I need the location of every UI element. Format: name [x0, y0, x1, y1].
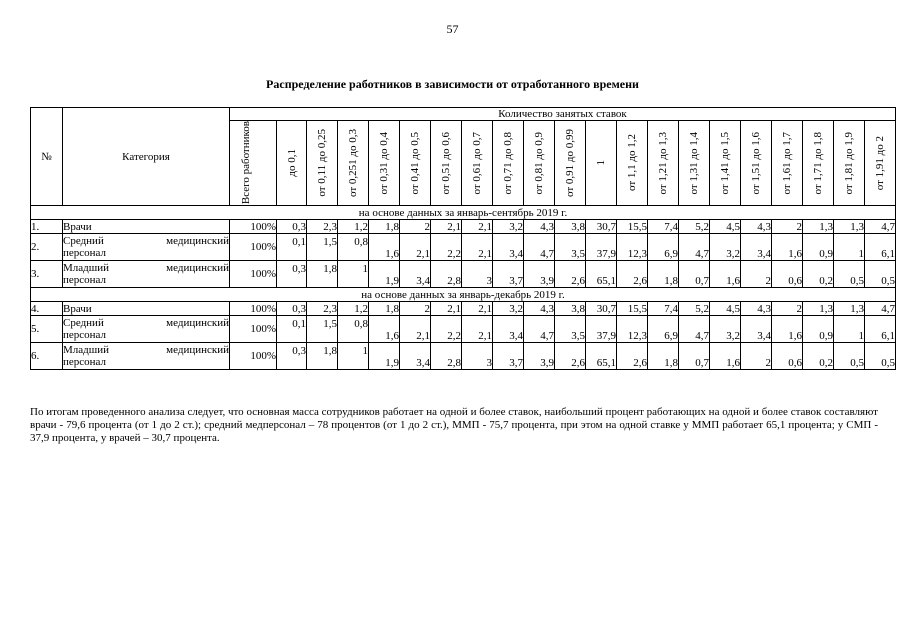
row-value: 1,6 [369, 316, 400, 343]
row-value: 3 [462, 261, 493, 288]
row-value: 2,3 [307, 302, 338, 316]
row-value: 0,2 [803, 261, 834, 288]
row-value: 3,8 [555, 220, 586, 234]
header-range [307, 121, 338, 206]
row-value: 3,7 [493, 261, 524, 288]
row-value: 2 [772, 220, 803, 234]
row-value: 4,7 [524, 316, 555, 343]
table-row [31, 302, 896, 316]
row-category [63, 302, 230, 316]
row-value: 3,4 [741, 316, 772, 343]
row-value: 3,4 [400, 343, 431, 370]
row-value: 15,5 [617, 302, 648, 316]
row-value: 2 [772, 302, 803, 316]
header-range-label: от 1,1 до 1,2 [626, 134, 638, 192]
row-value: 1,3 [803, 220, 834, 234]
row-value: 0,3 [277, 302, 307, 316]
table-row [31, 343, 896, 370]
header-range-label: от 1,41 до 1,5 [719, 131, 731, 195]
row-value: 0,2 [803, 343, 834, 370]
row-value: 0,9 [803, 234, 834, 261]
row-value: 0,7 [679, 343, 710, 370]
row-value: 2,1 [462, 234, 493, 261]
row-value: 3,5 [555, 234, 586, 261]
row-category [63, 261, 230, 288]
row-value: 3,2 [710, 316, 741, 343]
row-value: 4,3 [741, 302, 772, 316]
header-range-label: от 1,51 до 1,6 [750, 131, 762, 195]
header-range [741, 121, 772, 206]
row-value: 0,1 [277, 316, 307, 343]
header-number: № [31, 108, 63, 206]
row-value: 2,1 [462, 302, 493, 316]
header-range [277, 121, 307, 206]
row-value: 0,6 [772, 343, 803, 370]
row-value: 0,3 [277, 261, 307, 288]
header-range [462, 121, 493, 206]
row-value: 5,2 [679, 302, 710, 316]
header-range [648, 121, 679, 206]
row-value: 65,1 [586, 261, 617, 288]
header-range-label: от 0,11 до 0,25 [316, 129, 328, 197]
row-value: 2,1 [462, 316, 493, 343]
category-line: персонал [63, 356, 107, 368]
row-value: 7,4 [648, 302, 679, 316]
header-range-label: от 1,91 до 2 [874, 135, 886, 191]
row-value: 3,4 [493, 316, 524, 343]
section-row [31, 288, 896, 302]
section-caption: на основе данных за январь-декабрь 2019 г. [31, 288, 896, 302]
header-range [865, 121, 896, 206]
row-value: 2,2 [431, 234, 462, 261]
row-value: 3,5 [555, 316, 586, 343]
header-range [555, 121, 586, 206]
header-category: Категория [63, 108, 230, 206]
row-value: 1,9 [369, 343, 400, 370]
row-value: 12,3 [617, 316, 648, 343]
row-value: 1,8 [648, 261, 679, 288]
header-range [679, 121, 710, 206]
row-value: 4,7 [524, 234, 555, 261]
row-value: 1,5 [307, 316, 338, 343]
header-range [586, 121, 617, 206]
row-value: 0,5 [834, 343, 865, 370]
row-value: 0,8 [338, 316, 369, 343]
row-value: 1,2 [338, 302, 369, 316]
row-value: 1 [834, 316, 865, 343]
row-value: 3,2 [493, 302, 524, 316]
section-row [31, 206, 896, 220]
row-value: 1,8 [648, 343, 679, 370]
row-value: 1,9 [369, 261, 400, 288]
row-value: 1,6 [710, 343, 741, 370]
row-value: 1,6 [772, 234, 803, 261]
row-value: 1,6 [369, 234, 400, 261]
header-range [431, 121, 462, 206]
row-value: 3,2 [493, 220, 524, 234]
row-value: 1,3 [834, 220, 865, 234]
row-value: 4,7 [865, 302, 896, 316]
row-value: 6,1 [865, 234, 896, 261]
row-number: 6. [31, 343, 63, 370]
header-range-label: от 0,81 до 0,9 [533, 131, 545, 195]
table-row [31, 220, 896, 234]
header-range [617, 121, 648, 206]
row-value: 2,6 [555, 261, 586, 288]
row-value: 4,7 [865, 220, 896, 234]
row-value: 2,8 [431, 261, 462, 288]
header-range [524, 121, 555, 206]
category-line: Младший медицинский [63, 344, 229, 356]
row-total: 100% [230, 302, 277, 316]
row-number: 4. [31, 302, 63, 316]
row-value: 3,9 [524, 343, 555, 370]
row-category [63, 220, 230, 234]
header-total-workers-label: Всего работников [240, 121, 252, 205]
category-line: Младший медицинский [63, 262, 229, 274]
row-value: 1,8 [307, 343, 338, 370]
section-caption: на основе данных за январь-сентябрь 2019 г. [31, 206, 896, 220]
header-range [710, 121, 741, 206]
page-number: 57 [446, 22, 459, 36]
row-value: 0,9 [803, 316, 834, 343]
row-value: 2,1 [400, 316, 431, 343]
row-value: 1,6 [772, 316, 803, 343]
row-value: 1 [338, 343, 369, 370]
row-value: 5,2 [679, 220, 710, 234]
row-value: 4,3 [524, 220, 555, 234]
row-value: 2,3 [307, 220, 338, 234]
row-value: 2,6 [617, 343, 648, 370]
row-value: 2 [400, 220, 431, 234]
row-value: 3,7 [493, 343, 524, 370]
row-value: 0,5 [865, 343, 896, 370]
row-value: 2,6 [555, 343, 586, 370]
row-value: 4,5 [710, 302, 741, 316]
header-range-label: от 0,41 до 0,5 [409, 131, 421, 195]
row-value: 2,1 [400, 234, 431, 261]
row-value: 1,6 [710, 261, 741, 288]
row-value: 2,2 [431, 316, 462, 343]
row-value: 37,9 [586, 316, 617, 343]
summary-paragraph: По итогам проведенного анализа следует, что основная масса сотрудников работает на одной и более ставок, наибольший процент работающих на одной и более ставок составляют врачи - 79,6 процента (от 1 до 2 ст.); средний медперсонал – 78 процентов (от 1 до 2 ст.), ММП - 75,7 процента, при этом на одной ставке у ММП работает 65,1 процента; у СМП - 37,9 процента, у врачей – 30,7 процента. [30, 406, 878, 444]
row-value: 15,5 [617, 220, 648, 234]
header-range-label: от 0,31 до 0,4 [378, 131, 390, 195]
row-value: 2,6 [617, 261, 648, 288]
row-value: 2,8 [431, 343, 462, 370]
row-value: 7,4 [648, 220, 679, 234]
distribution-table [30, 107, 896, 370]
row-value: 0,6 [772, 261, 803, 288]
row-value: 1 [834, 234, 865, 261]
row-value: 1,2 [338, 220, 369, 234]
row-value: 0,3 [277, 343, 307, 370]
row-value: 30,7 [586, 220, 617, 234]
row-value: 1,8 [307, 261, 338, 288]
row-value: 1,8 [369, 220, 400, 234]
header-range-label: от 0,71 до 0,8 [502, 131, 514, 195]
row-value: 4,3 [741, 220, 772, 234]
row-value: 1,3 [834, 302, 865, 316]
row-value: 3,8 [555, 302, 586, 316]
header-range-label: до 0,1 [285, 149, 298, 177]
row-value: 1,8 [369, 302, 400, 316]
row-total: 100% [230, 234, 277, 261]
category-line: персонал [63, 274, 107, 286]
row-value: 3,2 [710, 234, 741, 261]
header-range-label: от 1,61 до 1,7 [781, 131, 793, 195]
row-value: 4,7 [679, 316, 710, 343]
header-range-label: от 0,251 до 0,3 [347, 128, 359, 197]
row-value: 2,1 [431, 302, 462, 316]
header-range [400, 121, 431, 206]
row-value: 37,9 [586, 234, 617, 261]
row-total: 100% [230, 343, 277, 370]
category-line: Средний медицинский [63, 235, 229, 247]
row-value: 4,3 [524, 302, 555, 316]
header-range-label: от 1,81 до 1,9 [843, 131, 855, 195]
header-range-label: от 0,51 до 0,6 [440, 131, 452, 195]
row-value: 3 [462, 343, 493, 370]
row-value: 1,3 [803, 302, 834, 316]
row-value: 4,7 [679, 234, 710, 261]
row-value: 2,1 [431, 220, 462, 234]
header-range [834, 121, 865, 206]
category-line: персонал [63, 329, 107, 341]
table-body [31, 206, 896, 370]
row-value: 2,1 [462, 220, 493, 234]
row-value: 0,3 [277, 220, 307, 234]
row-total: 100% [230, 316, 277, 343]
row-value: 0,5 [865, 261, 896, 288]
row-value: 30,7 [586, 302, 617, 316]
header-range-label: от 0,61 до 0,7 [471, 131, 483, 195]
row-total: 100% [230, 261, 277, 288]
row-value: 0,8 [338, 234, 369, 261]
row-value: 3,4 [741, 234, 772, 261]
row-value: 3,9 [524, 261, 555, 288]
category-line: Врачи [63, 302, 92, 315]
header-range [772, 121, 803, 206]
header-range [803, 121, 834, 206]
row-value: 65,1 [586, 343, 617, 370]
table-row [31, 261, 896, 288]
row-value: 1,5 [307, 234, 338, 261]
row-value: 12,3 [617, 234, 648, 261]
category-line: персонал [63, 247, 107, 259]
row-value: 0,1 [277, 234, 307, 261]
header-range [338, 121, 369, 206]
row-category [63, 343, 230, 370]
row-category [63, 316, 230, 343]
header-rates-group: Количество занятых ставок [230, 108, 896, 121]
header-range [369, 121, 400, 206]
row-total: 100% [230, 220, 277, 234]
row-value: 6,1 [865, 316, 896, 343]
row-value: 3,4 [400, 261, 431, 288]
row-value: 0,7 [679, 261, 710, 288]
category-line: Врачи [63, 220, 92, 233]
row-number: 3. [31, 261, 63, 288]
header-range-label: от 0,91 до 0,99 [564, 128, 576, 197]
row-value: 3,4 [493, 234, 524, 261]
row-value: 2 [400, 302, 431, 316]
row-category [63, 234, 230, 261]
category-line: Средний медицинский [63, 317, 229, 329]
header-range-label: от 1,71 до 1,8 [812, 131, 824, 195]
row-value: 6,9 [648, 316, 679, 343]
page-title: Распределение работников в зависимости от отработанного времени [266, 77, 639, 91]
table-row [31, 316, 896, 343]
row-number: 5. [31, 316, 63, 343]
header-range-label: от 1,31 до 1,4 [688, 131, 700, 195]
row-value: 6,9 [648, 234, 679, 261]
row-value: 2 [741, 343, 772, 370]
row-value: 4,5 [710, 220, 741, 234]
header-range-label: от 1,21 до 1,3 [657, 131, 669, 195]
row-value: 1 [338, 261, 369, 288]
header-range-label: 1 [595, 160, 607, 166]
table-row [31, 234, 896, 261]
row-value: 2 [741, 261, 772, 288]
row-number: 2. [31, 234, 63, 261]
row-number: 1. [31, 220, 63, 234]
header-range [493, 121, 524, 206]
row-value: 0,5 [834, 261, 865, 288]
header-total-workers [230, 121, 277, 206]
